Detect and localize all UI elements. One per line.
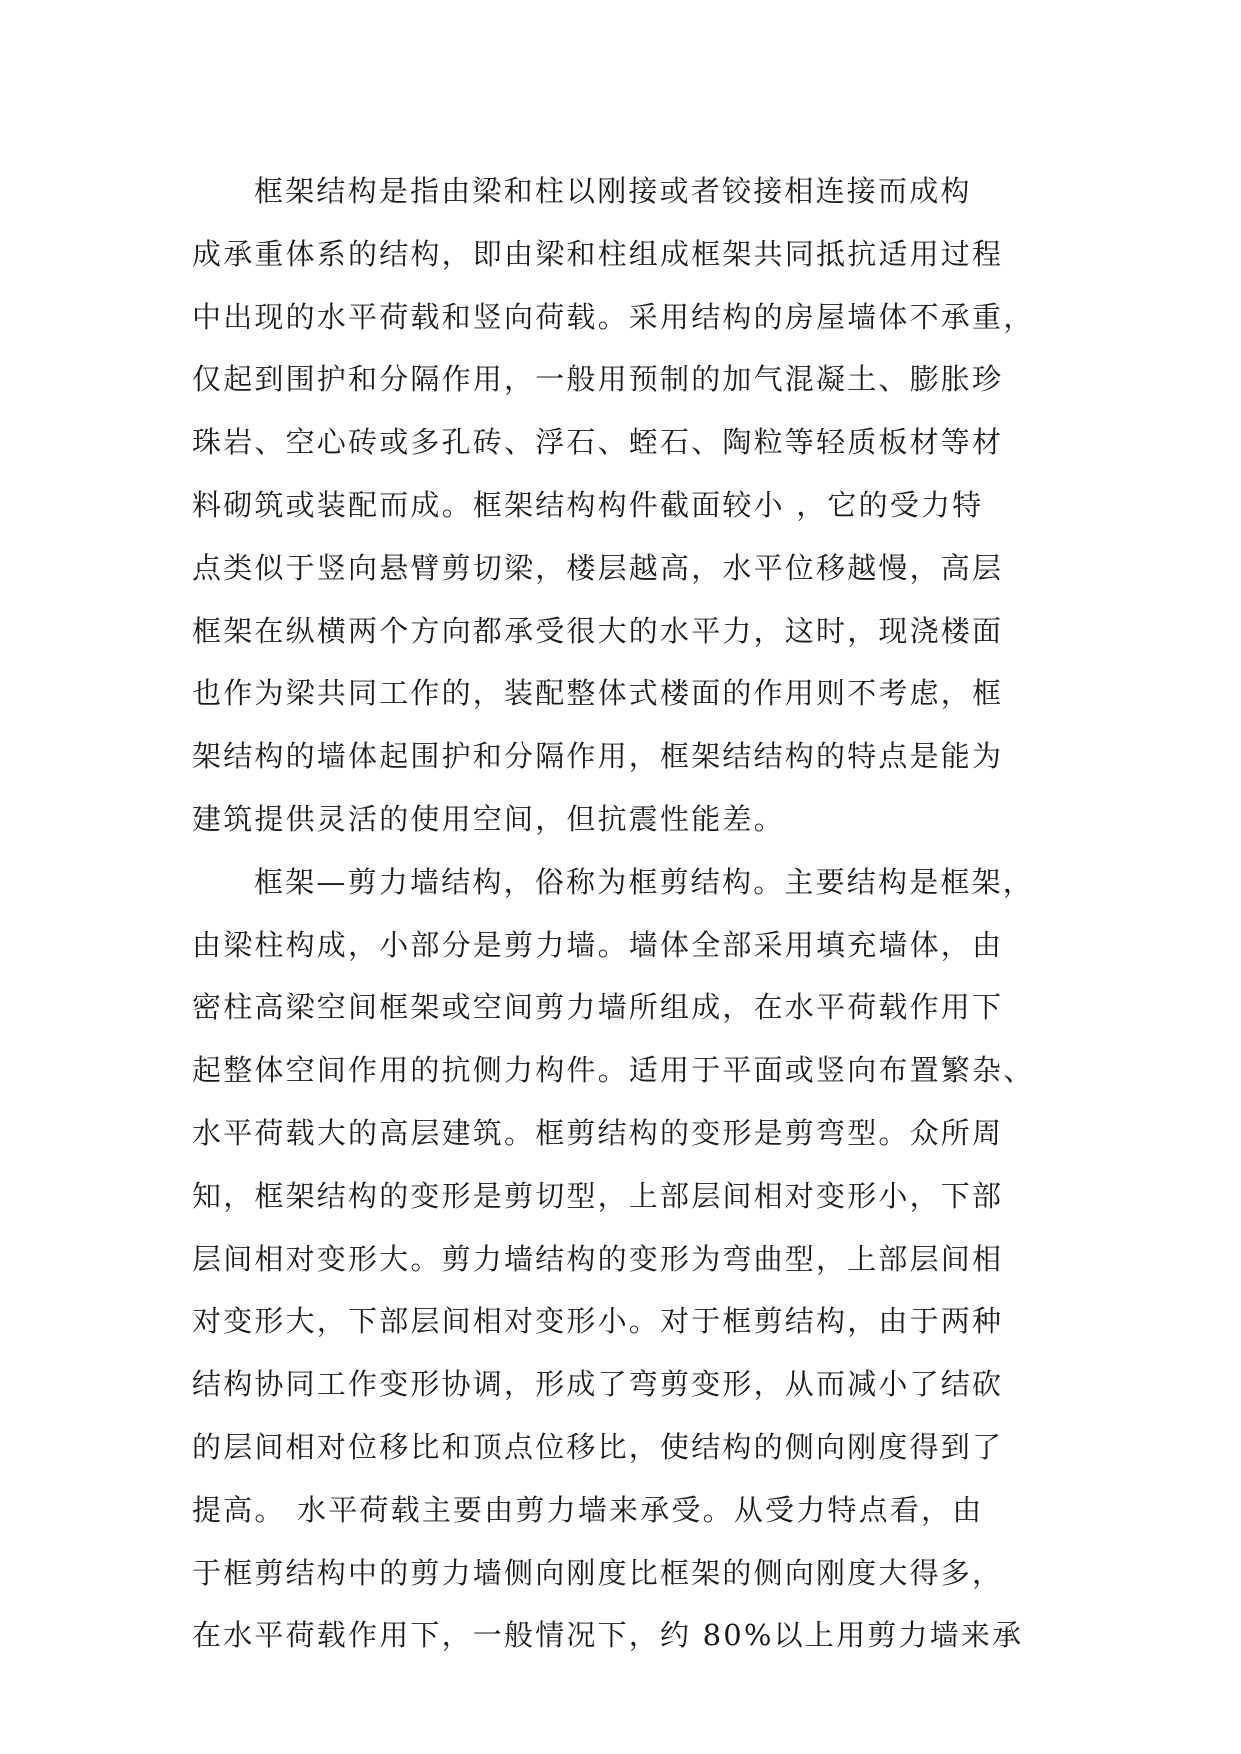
paragraph-line: 知，框架结构的变形是剪切型，上部层间相对变形小，下部	[192, 1178, 1004, 1213]
paragraph-line: 提高。 水平荷载主要由剪力墙来承受。从受力特点看，由	[192, 1492, 984, 1527]
paragraph-line: 建筑提供灵活的使用空间，但抗震性能差。	[192, 801, 785, 836]
paragraph-line: 在水平荷载作用下，一般情况下，约 80%以上用剪力墙来承	[192, 1618, 1024, 1653]
paragraph-line: 水平荷载大的高层建筑。框剪结构的变形是剪弯型。众所周	[192, 1115, 1004, 1150]
paragraph-line: 成承重体系的结构，即由梁和柱组成框架共同抵抗适用过程	[192, 236, 1004, 271]
paragraph-line: 层间相对变形大。剪力墙结构的变形为弯曲型，上部层间相	[192, 1241, 1004, 1276]
paragraph-line: 由梁柱构成，小部分是剪力墙。墙体全部采用填充墙体，由	[192, 927, 1004, 962]
paragraph-line: 起整体空间作用的抗侧力构件。适用于平面或竖向布置繁杂、	[192, 1053, 1035, 1088]
paragraph-line: 对变形大，下部层间相对变形小。对于框剪结构，由于两种	[192, 1304, 1004, 1339]
paragraph-line: 料砌筑或装配而成。框架结构构件截面较小 ，它的受力特	[192, 487, 984, 522]
paragraph-line: 的层间相对位移比和顶点位移比，使结构的侧向刚度得到了	[192, 1429, 1004, 1464]
document-body	[192, 160, 1092, 1667]
paragraph-line: 点类似于竖向悬臂剪切梁，楼层越高，水平位移越慢，高层	[192, 550, 1004, 585]
paragraph-frame-shear-wall-structure	[192, 851, 1092, 1667]
paragraph-line: 密柱高梁空间框架或空间剪力墙所组成，在水平荷载作用下	[192, 990, 1004, 1025]
paragraph-line: 框架在纵横两个方向都承受很大的水平力，这时，现浇楼面	[192, 613, 1004, 648]
paragraph-line: 也作为梁共同工作的，装配整体式楼面的作用则不考虑，框	[192, 676, 1004, 711]
paragraph-line: 于框剪结构中的剪力墙侧向刚度比框架的侧向刚度大得多，	[192, 1555, 1004, 1590]
paragraph-line: 架结构的墙体起围护和分隔作用，框架结结构的特点是能为	[192, 739, 1004, 774]
paragraph-line: 中出现的水平荷载和竖向荷载。采用结构的房屋墙体不承重，	[192, 299, 1035, 334]
paragraph-frame-structure	[192, 160, 1092, 851]
paragraph-line: 框架—剪力墙结构，俗称为框剪结构。主要结构是框架，	[254, 864, 1035, 899]
paragraph-line: 结构协同工作变形协调，形成了弯剪变形，从而减小了结砍	[192, 1367, 1004, 1402]
paragraph-line: 仅起到围护和分隔作用，一般用预制的加气混凝土、膨胀珍	[192, 362, 1004, 397]
paragraph-line: 珠岩、空心砖或多孔砖、浮石、蛭石、陶粒等轻质板材等材	[192, 425, 1004, 460]
paragraph-line: 框架结构是指由梁和柱以刚接或者铰接相连接而成构	[254, 174, 972, 208]
